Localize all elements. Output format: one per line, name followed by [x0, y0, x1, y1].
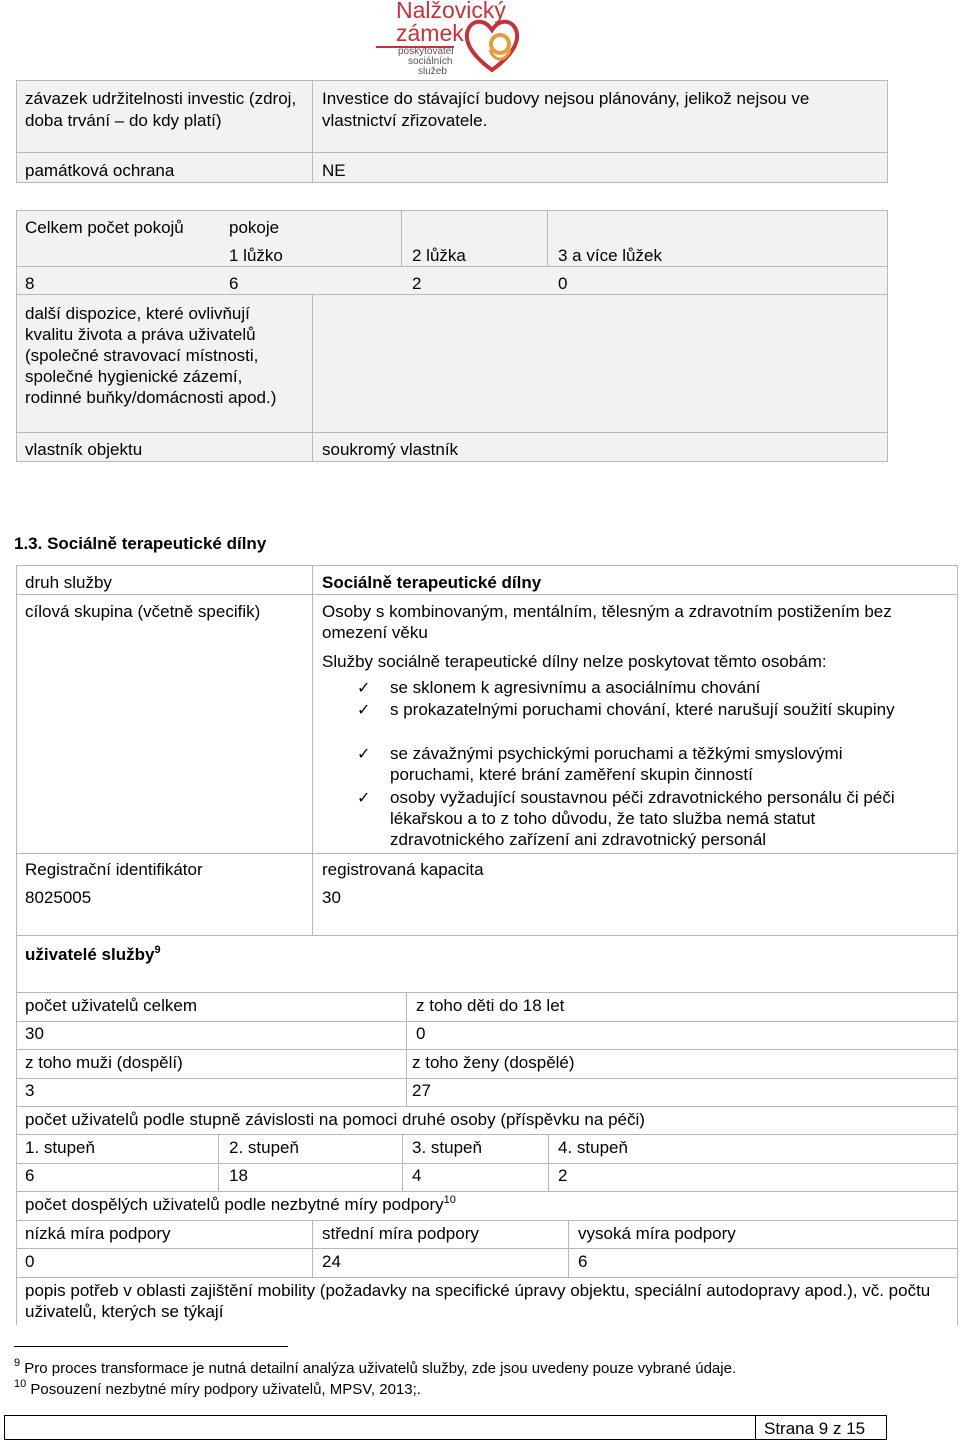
- degree-1-value: 6: [25, 1166, 35, 1185]
- investment-label: závazek udržitelnosti investic (zdroj, doba trvání – do kdy platí): [25, 89, 297, 130]
- footnote-ref-10: 10: [443, 1194, 456, 1206]
- list-item: se sklonem k agresivnímu a asociálnímu chování: [390, 678, 761, 697]
- heritage-value: NE: [322, 161, 346, 180]
- logo-title-line1: Nalžovický: [396, 0, 506, 23]
- footnote-separator: [14, 1346, 288, 1347]
- support-low-value: 0: [25, 1252, 35, 1271]
- logo-tagline-1: poskytovatel: [398, 46, 454, 57]
- col-2-beds: 2 lůžka: [412, 246, 466, 265]
- investment-value: Investice do stávající budovy nejsou plánovány, jelikož nejsou ve vlastnictví zřizovatele.: [322, 89, 810, 130]
- total-rooms-label: Celkem počet pokojů: [25, 218, 184, 237]
- target-group-label: cílová skupina (včetně specifik): [25, 602, 261, 621]
- owner-label: vlastník objektu: [25, 440, 143, 459]
- list-item: osoby vyžadující soustavnou péči zdravotnického personálu či péči lékařskou a to z toho důvodu, že tato služba nemá statut zdravotnického zařízení ani zdravotnický personál: [390, 788, 895, 849]
- users-heading: [25, 944, 161, 965]
- degree-1-label: 1. stupeň: [25, 1138, 95, 1157]
- support-label: [25, 1194, 456, 1215]
- heart-logo-icon: [460, 10, 524, 76]
- total-rooms-value: 8: [25, 274, 35, 293]
- footnote-10-text: Posouzení nezbytné míry podpory uživatelů, MPSV, 2013;.: [30, 1381, 421, 1398]
- support-low-label: nízká míra podpory: [25, 1224, 171, 1243]
- section-heading: 1.3. Sociálně terapeutické dílny: [14, 534, 267, 553]
- check-icon: ✓: [357, 678, 371, 697]
- footnote-9-num: 9: [14, 1357, 21, 1369]
- footer-box-left: [4, 1415, 756, 1440]
- list-item: se závažnými psychickými poruchami a těžkými smyslovými poruchami, které brání zaměření skupin činností: [390, 744, 843, 784]
- exclusion-intro: Služby sociálně terapeutické dílny nelze poskytovat těmto osobám:: [322, 652, 827, 671]
- check-icon: ✓: [357, 700, 371, 719]
- children-label: z toho děti do 18 let: [416, 996, 565, 1015]
- support-label-text: počet dospělých uživatelů podle nezbytné míry podpory: [25, 1195, 444, 1214]
- heritage-label: památková ochrana: [25, 161, 175, 180]
- value-1-bed: 6: [229, 274, 239, 293]
- degree-4-label: 4. stupeň: [558, 1138, 628, 1157]
- logo-title-line2: zámek: [396, 20, 464, 46]
- check-icon: ✓: [357, 788, 371, 807]
- users-heading-text: uživatelé služby: [25, 945, 155, 964]
- degree-3-value: 4: [412, 1166, 422, 1185]
- footnote-ref-9: 9: [154, 944, 161, 956]
- reg-id-value: 8025005: [25, 888, 92, 907]
- total-users-value: 30: [25, 1024, 44, 1043]
- support-high-label: vysoká míra podpory: [578, 1224, 736, 1243]
- owner-value: soukromý vlastník: [322, 440, 459, 459]
- col-3-beds: 3 a více lůžek: [558, 246, 662, 265]
- capacity-label: registrovaná kapacita: [322, 860, 484, 879]
- men-label: z toho muži (dospělí): [25, 1053, 183, 1072]
- women-value: 27: [412, 1081, 431, 1100]
- support-medium-label: střední míra podpory: [322, 1224, 479, 1243]
- degree-3-label: 3. stupeň: [412, 1138, 482, 1157]
- degree-4-value: 2: [558, 1166, 568, 1185]
- value-3-beds: 0: [558, 274, 568, 293]
- footnote-9-text: Pro proces transformace je nutná detailní analýza uživatelů služby, zde jsou uvedeny pouze vybrané údaje.: [24, 1360, 737, 1377]
- dependency-label: počet uživatelů podle stupně závislosti na pomoci druhé osoby (příspěvku na péči): [25, 1110, 645, 1129]
- support-high-value: 6: [578, 1252, 588, 1271]
- degree-2-value: 18: [229, 1166, 248, 1185]
- degree-2-label: 2. stupeň: [229, 1138, 299, 1157]
- col-1-bed: 1 lůžko: [229, 246, 283, 265]
- capacity-value: 30: [322, 888, 341, 907]
- total-users-label: počet uživatelů celkem: [25, 996, 197, 1015]
- logo-tagline-2: sociálních: [408, 56, 453, 67]
- page-number: Strana 9 z 15: [764, 1419, 866, 1438]
- footnote-10-num: 10: [14, 1378, 27, 1390]
- mobility-label: popis potřeb v oblasti zajištění mobility (požadavky na specifické úpravy objektu, speciální autodopravy apod.), vč. počtu uživatelů, kterých se týkají: [25, 1281, 931, 1321]
- support-medium-value: 24: [322, 1252, 341, 1271]
- children-value: 0: [416, 1024, 426, 1043]
- men-value: 3: [25, 1081, 35, 1100]
- other-dispositions-label: další dispozice, které ovlivňují kvalitu života a práva uživatelů (společné stravovací místnosti, společné hygienické zázemí, rodinné buňky/domácnosti apod.): [25, 304, 277, 407]
- service-type-label: druh služby: [25, 573, 112, 592]
- logo-tagline-3: služeb: [418, 66, 447, 77]
- check-icon: ✓: [357, 744, 371, 763]
- reg-id-label: Registrační identifikátor: [25, 860, 203, 879]
- service-type-value: Sociálně terapeutické dílny: [322, 573, 542, 592]
- footnote-9: [14, 1358, 736, 1379]
- women-label: z toho ženy (dospělé): [412, 1053, 575, 1072]
- rooms-label: pokoje: [229, 218, 280, 237]
- target-group-value: Osoby s kombinovaným, mentálním, tělesným a zdravotním postižením bez omezení věku: [322, 602, 892, 642]
- list-item: s prokazatelnými poruchami chování, které narušují soužití skupiny: [390, 700, 895, 719]
- footnote-10: [14, 1379, 421, 1400]
- value-2-beds: 2: [412, 274, 422, 293]
